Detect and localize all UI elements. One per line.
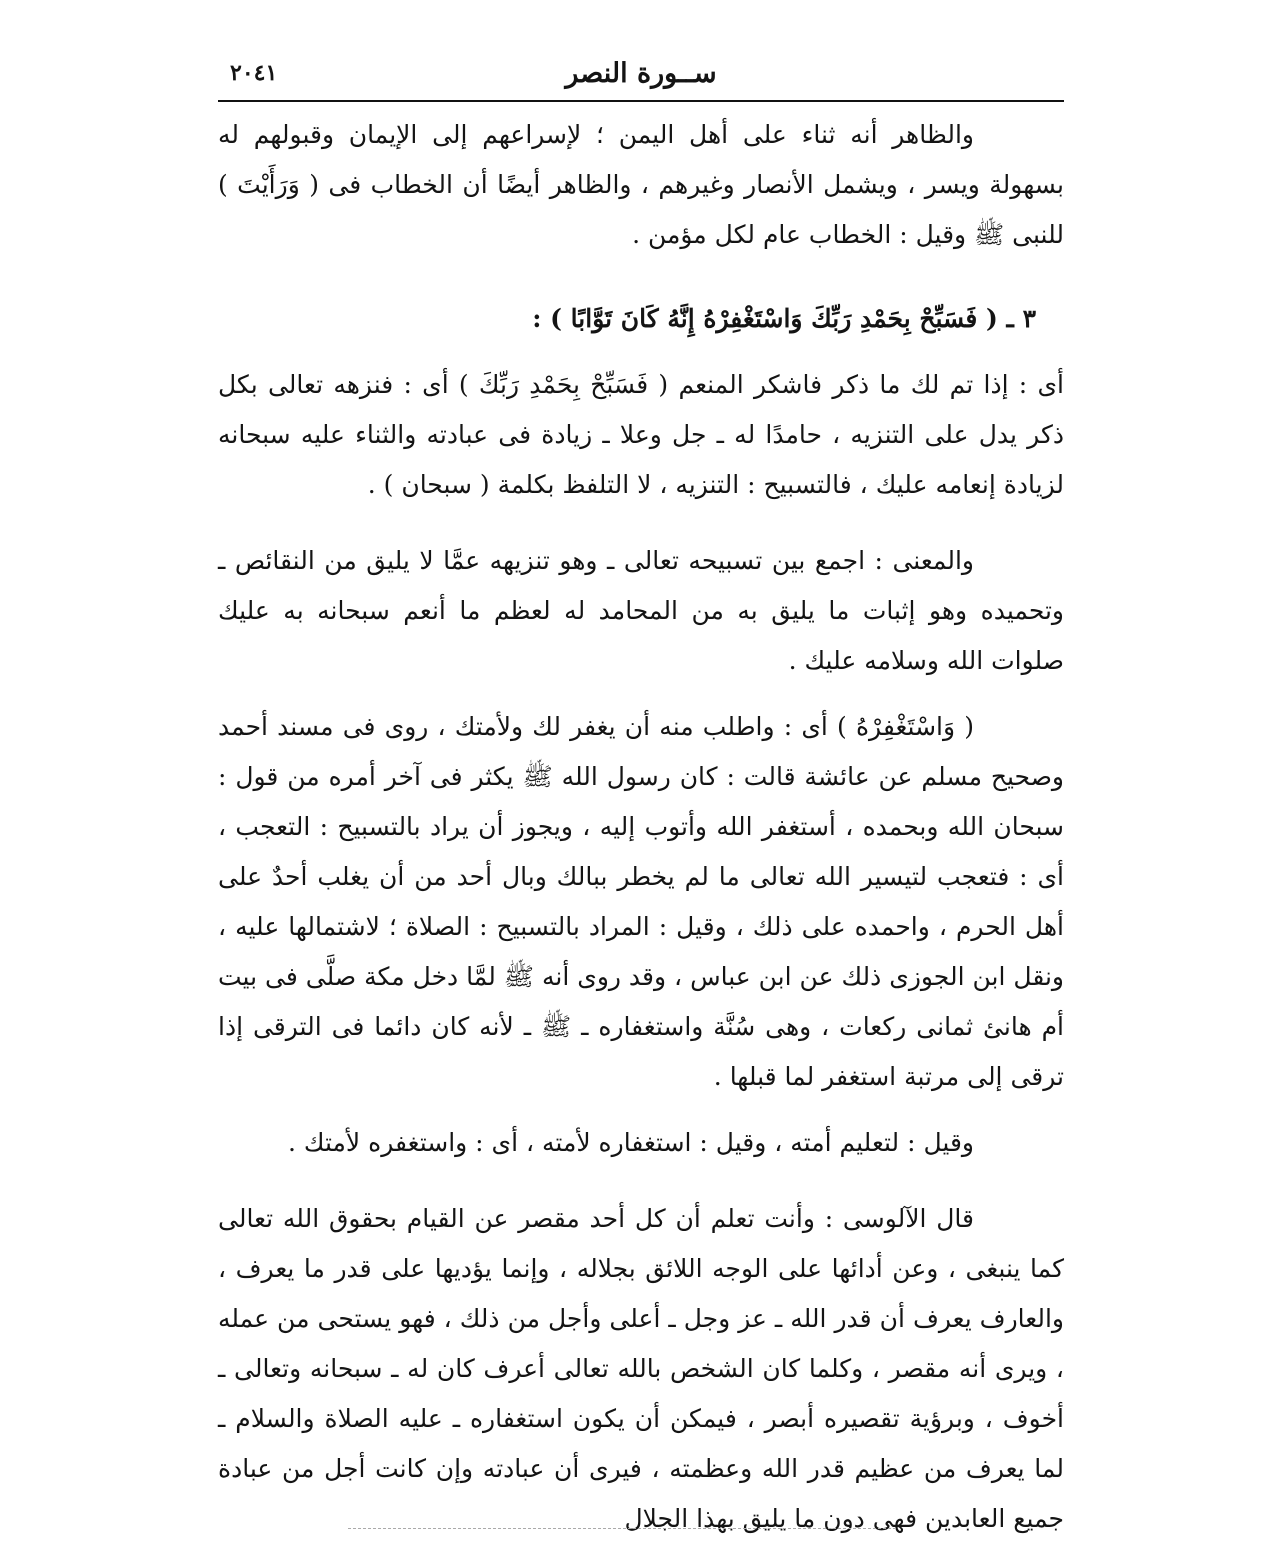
- page-body: [218, 110, 1064, 1544]
- surah-title: ســورة النصر: [565, 58, 717, 89]
- paragraph-ummah: وقيل : لتعليم أمته ، وقيل : استغفاره لأمته ، أى : واستغفره لأمتك .: [288, 1128, 974, 1157]
- paragraph-tasbih: أى : إذا تم لك ما ذكر فاشكر المنعم ( فَسَبِّحْ بِحَمْدِ رَبِّكَ ) أى : فنزهه تعالى بكل ذكر يدل على التنزيه ، حامدًا له ـ جل وعلا ـ زيادة فى عبادته والثناء عليه سبحانه لزيادة إنعامه عليك ، فالتسبيح : التنزيه ، لا التلفظ بكلمة ( سبحان ) .: [218, 370, 1064, 499]
- footer-rule: [348, 1528, 896, 1529]
- running-header: [218, 52, 1064, 102]
- paragraph-alusi: قال الآلوسى : وأنت تعلم أن كل أحد مقصر عن القيام بحقوق الله تعالى كما ينبغى ، وعن أدائها على الوجه اللائق بجلاله ، وإنما يؤديها على قدر ما يعرف ، والعارف يعرف أن قدر الله ـ عز وجل ـ أعلى وأجل من ذلك ، فهو يستحى من عمله ، ويرى أنه مقصر ، وكلما كان الشخص بالله تعالى أعرف كان له ـ سبحانه وتعالى ـ أخوف ، وبرؤية تقصيره أبصر ، فيمكن أن يكون استغفاره ـ عليه الصلاة والسلام ـ لما يعرف من عظيم قدر الله وعظمته ، فيرى أن عبادته وإن كانت أجل من عبادة جميع العابدين فهى دون ما يليق بهذا الجلال: [218, 1204, 1064, 1533]
- page-number: ٢٠٤١: [230, 60, 278, 86]
- verse-heading-3: ٣ ـ ( فَسَبِّحْ بِحَمْدِ رَبِّكَ وَاسْتَغْفِرْهُ إِنَّهُ كَانَ تَوَّابًا ) :: [532, 304, 1036, 333]
- paragraph-istighfar: ( وَاسْتَغْفِرْهُ ) أى : واطلب منه أن يغفر لك ولأمتك ، روى فى مسند أحمد وصحيح مسلم عن عائشة قالت : كان رسول الله ﷺ يكثر فى آخر أمره من قول : سبحان الله وبحمده ، أستغفر الله وأتوب إليه ، ويجوز أن يراد بالتسبيح : التعجب ، أى : فتعجب لتيسير الله تعالى ما لم يخطر ببالك وبال أحد من أن يغلب أحدٌ على أهل الحرم ، واحمده على ذلك ، وقيل : المراد بالتسبيح : الصلاة ؛ لاشتمالها عليه ، ونقل ابن الجوزى ذلك عن ابن عباس ، وقد روى أنه ﷺ لمَّا دخل مكة صلَّى فى بيت أم هانئ ثمانى ركعات ، وهى سُنَّة واستغفاره ـ ﷺ ـ لأنه كان دائما فى الترقى إذا ترقى إلى مرتبة استغفر لما قبلها .: [218, 712, 1064, 1091]
- paragraph-yemen: والظاهر أنه ثناء على أهل اليمن ؛ لإسراعهم إلى الإيمان وقبولهم له بسهولة ويسر ، ويشمل الأنصار وغيرهم ، والظاهر أيضًا أن الخطاب فى ( وَرَأَيْتَ ) للنبى ﷺ وقيل : الخطاب عام لكل مؤمن .: [218, 120, 1064, 249]
- paragraph-meaning: والمعنى : اجمع بين تسبيحه تعالى ـ وهو تنزيهه عمَّا لا يليق من النقائص ـ وتحميده وهو إثبات ما يليق به من المحامد له لعظم ما أنعم سبحانه به عليك صلوات الله وسلامه عليك .: [218, 546, 1064, 675]
